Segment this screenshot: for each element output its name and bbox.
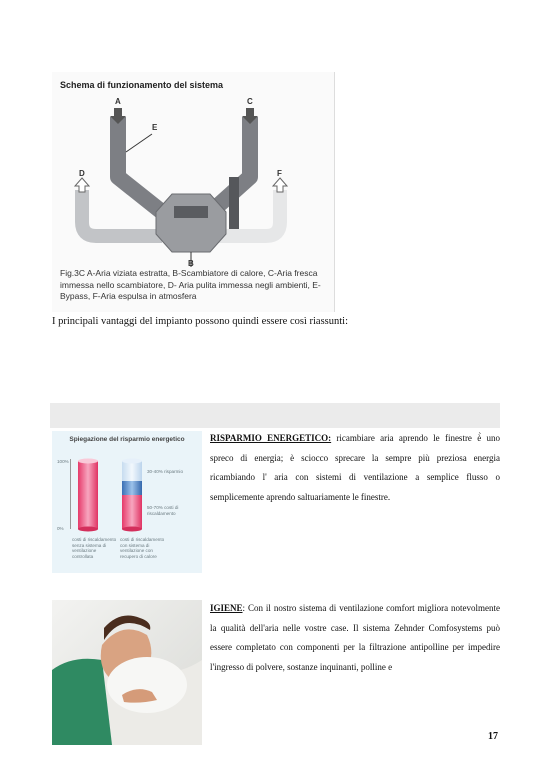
caption-left: costi di riscaldamento senza sistema di ventilazione controllata — [72, 537, 117, 559]
arrow-d — [75, 178, 89, 192]
section-energy-saving — [210, 429, 500, 507]
cylinder-upper-segment — [122, 461, 142, 481]
caption-right: costi di riscaldamento con sistema di ventilazione con recupero di calore — [120, 537, 165, 559]
label-savings: 30-40% risparmio — [147, 469, 183, 474]
ventilation-schematic-figure — [52, 72, 335, 312]
intro-text: I principali vantaggi del impianto possono quindi essere così riassunti: — [52, 316, 348, 327]
cylinder-without-system — [78, 461, 98, 529]
grey-band — [50, 403, 500, 428]
energy-saving-text: ricambiare aria aprendo le finestre è̀ uno spreco di energia; è sciocco sprecare la sempre più preziosa energia ricambiando l' aria con sistemi di ventilazione a semplice flusso o semplicemente aprendo saltuariamente le finestre. — [210, 433, 500, 502]
schematic-caption: Fig.3C A-Aria viziata estratta, B-Scambiatore di calore, C-Aria fresca immessa nello scambiatore, D- Aria pulita immessa negli ambienti, E-Bypass, F-Aria espulsa in atmosfera — [60, 268, 321, 301]
label-b: B — [188, 259, 194, 267]
label-d: D — [79, 169, 85, 178]
label-e: E — [152, 123, 158, 132]
label-a: A — [115, 97, 121, 106]
cylinder-savings-segment — [122, 481, 142, 495]
hygiene-heading: IGIENE — [210, 603, 243, 613]
energy-saving-figure — [52, 431, 202, 573]
label-f: F — [277, 169, 282, 178]
sleeping-person-photo — [52, 600, 202, 745]
tick-top: 100% — [57, 459, 69, 464]
heat-exchanger — [156, 194, 226, 252]
cylinder-heating-segment — [122, 495, 142, 529]
energy-saving-heading: RISPARMIO ENERGETICO: — [210, 433, 332, 443]
hygiene-text: : Con il nostro sistema di ventilazione comfort migliora notevolmente la qualità dell'aria nelle vostre case. Il sistema Zehnder Comfosystems può essere completato con componenti per la filtrazione antipolline per impedire l'ingresso di polvere, sostanze inquinanti, polline e — [210, 603, 500, 672]
label-c: C — [247, 97, 253, 106]
energy-figure-title: Spiegazione del risparmio energetico — [69, 436, 185, 443]
tick-bottom: 0% — [57, 526, 64, 531]
section-hygiene — [210, 599, 500, 677]
schematic-title: Schema di funzionamento del sistema — [60, 80, 224, 90]
arrow-f — [273, 178, 287, 192]
schematic-diagram — [52, 72, 334, 267]
page-number: 17 — [488, 731, 498, 742]
label-heating-costs: 50-70% costi di riscaldamento — [147, 505, 179, 516]
